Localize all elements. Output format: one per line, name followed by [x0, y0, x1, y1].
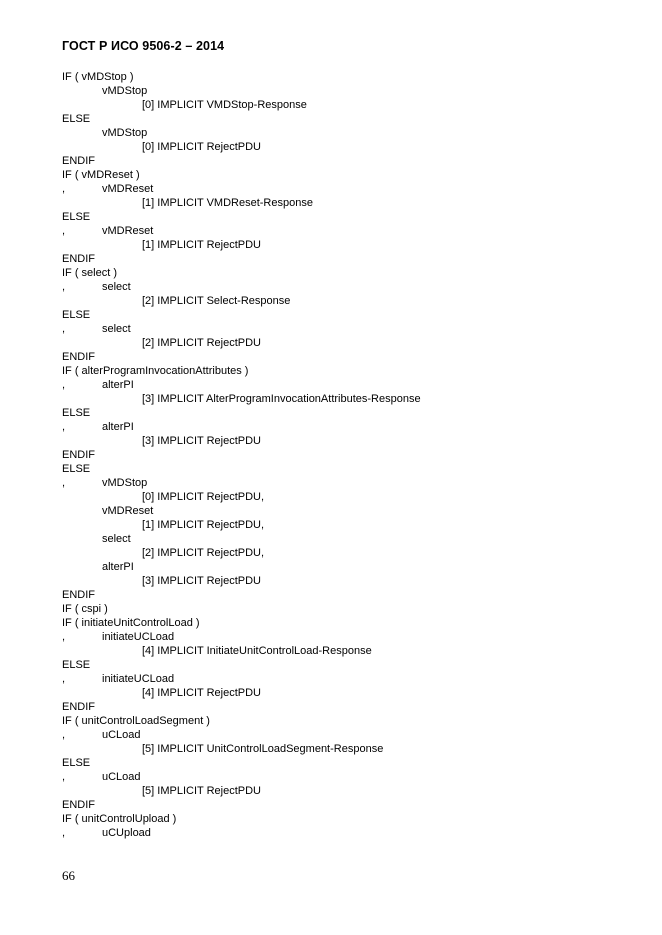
code-line-text: ENDIF [62, 253, 95, 265]
code-line-text: [3] IMPLICIT AlterProgramInvocationAttributes-Response [142, 393, 421, 405]
code-line-text: ENDIF [62, 799, 95, 811]
code-line-text: select [102, 323, 131, 335]
code-line-text: [1] IMPLICIT RejectPDU, [142, 519, 265, 531]
line-comma-marker: , [62, 225, 66, 237]
line-comma-marker: , [62, 631, 66, 643]
code-line-text: IF ( alterProgramInvocationAttributes ) [62, 365, 249, 377]
code-line-text: ELSE [62, 113, 91, 125]
code-line-text: IF ( unitControlUpload ) [62, 813, 177, 825]
code-line-text: [5] IMPLICIT UnitControlLoadSegment-Response [142, 743, 384, 755]
code-line-text: initiateUCLoad [102, 673, 175, 685]
code-line-text: [0] IMPLICIT VMDStop-Response [142, 99, 307, 111]
code-line-text: uCLoad [102, 729, 141, 741]
code-line-text: ENDIF [62, 155, 95, 167]
code-line-text: alterPI [102, 379, 134, 391]
code-line-text: [1] IMPLICIT VMDReset-Response [142, 197, 313, 209]
code-line-text: ELSE [62, 659, 91, 671]
code-line-text: [2] IMPLICIT RejectPDU [142, 337, 261, 349]
code-line-text: ELSE [62, 309, 91, 321]
code-line-text: [0] IMPLICIT RejectPDU [142, 141, 261, 153]
code-line-text: vMDStop [102, 127, 148, 139]
code-line-text: [1] IMPLICIT RejectPDU [142, 239, 261, 251]
code-line-text: initiateUCLoad [102, 631, 175, 643]
line-comma-marker: , [62, 673, 66, 685]
page-number: 66 [62, 868, 75, 883]
line-comma-marker: , [62, 729, 66, 741]
code-line-text: IF ( cspi ) [62, 603, 108, 615]
line-comma-marker: , [62, 281, 66, 293]
line-comma-marker: , [62, 771, 66, 783]
code-line-text: IF ( initiateUnitControlLoad ) [62, 617, 200, 629]
code-line-text: vMDStop [102, 85, 148, 97]
code-line-text: ENDIF [62, 449, 95, 461]
code-line-text: ENDIF [62, 701, 95, 713]
code-line-text: IF ( vMDStop ) [62, 71, 134, 83]
line-comma-marker: , [62, 421, 66, 433]
code-line-text: ELSE [62, 407, 91, 419]
code-line-text: select [102, 533, 131, 545]
code-line-text: alterPI [102, 421, 134, 433]
code-line-text: vMDReset [102, 183, 154, 195]
code-line-text: IF ( unitControlLoadSegment ) [62, 715, 210, 727]
line-comma-marker: , [62, 379, 66, 391]
code-line-text: ENDIF [62, 589, 95, 601]
code-line-text: [2] IMPLICIT RejectPDU, [142, 547, 265, 559]
code-line-text: [0] IMPLICIT RejectPDU, [142, 491, 265, 503]
code-line-text: vMDStop [102, 477, 148, 489]
code-line-text: [3] IMPLICIT RejectPDU [142, 575, 261, 587]
code-line-text: ELSE [62, 463, 91, 475]
code-line-text: ELSE [62, 757, 91, 769]
line-comma-marker: , [62, 477, 66, 489]
code-line-text: [4] IMPLICIT InitiateUnitControlLoad-Response [142, 645, 372, 657]
code-line-text: [4] IMPLICIT RejectPDU [142, 687, 261, 699]
line-comma-marker: , [62, 323, 66, 335]
code-line-text: ENDIF [62, 351, 95, 363]
code-line-text: [3] IMPLICIT RejectPDU [142, 435, 261, 447]
code-line-text: [5] IMPLICIT RejectPDU [142, 785, 261, 797]
document-header: ГОСТ Р ИСО 9506-2 – 2014 [62, 39, 225, 53]
code-line-text: alterPI [102, 561, 134, 573]
code-line-text: uCUpload [102, 827, 151, 839]
line-comma-marker: , [62, 827, 66, 839]
code-line-text: IF ( select ) [62, 267, 118, 279]
code-line-text: select [102, 281, 131, 293]
code-line-text: ELSE [62, 211, 91, 223]
code-line-text: vMDReset [102, 505, 154, 517]
code-line-text: IF ( vMDReset ) [62, 169, 140, 181]
code-line-text: vMDReset [102, 225, 154, 237]
code-line-text: [2] IMPLICIT Select-Response [142, 295, 291, 307]
code-line-text: uCLoad [102, 771, 141, 783]
line-comma-marker: , [62, 183, 66, 195]
